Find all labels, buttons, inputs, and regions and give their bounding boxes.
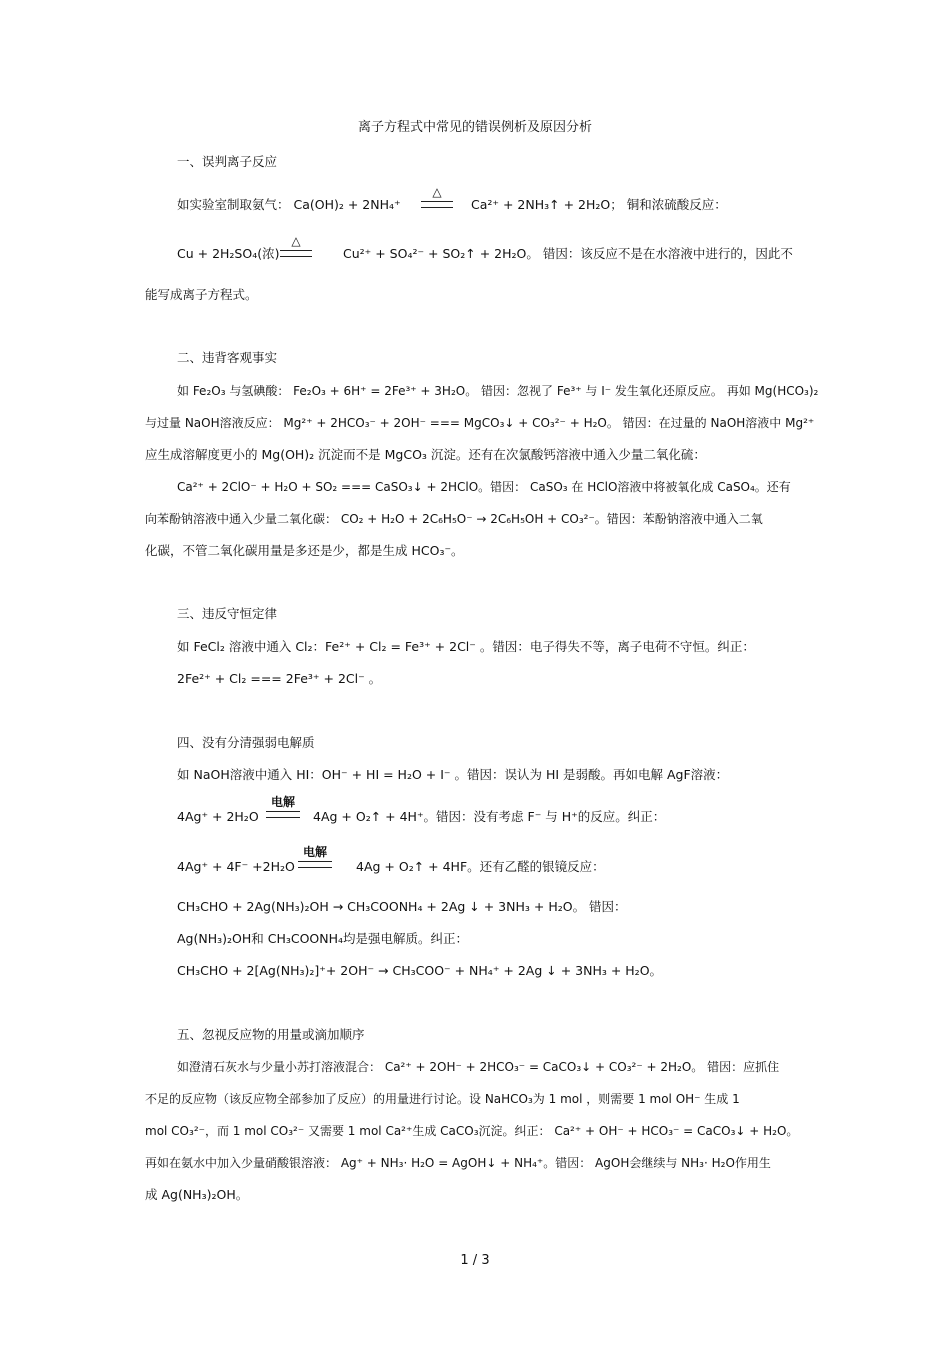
double-line-icon bbox=[421, 201, 453, 208]
section-4-line-4: 4Ag⁺ + 4F⁻ +2H₂O bbox=[177, 859, 295, 874]
section-4-line-8: CH₃CHO + 2[Ag(NH₃)₂]⁺+ 2OH⁻ → CH₃COO⁻ + NH₄⁺ + 2Ag ↓ + 3NH₃ + H₂O。 bbox=[177, 963, 663, 978]
double-line-icon bbox=[280, 250, 312, 257]
section-heading-5: 五、忽视反应物的用量或滴加顺序 bbox=[177, 1027, 365, 1042]
section-5-line-5: 成 Ag(NH₃)₂OH。 bbox=[145, 1187, 249, 1202]
section-5-line-4: 再如在氨水中加入少量硝酸银溶液： Ag⁺ + NH₃· H₂O = AgOH↓ + NH₄⁺。错因： AgOH会继续与 NH₃· H₂O作用生 bbox=[145, 1156, 771, 1170]
section-2-line-6: 化碳，不管二氧化碳用量是多还是少，都是生成 HCO₃⁻。 bbox=[145, 543, 464, 558]
heat-condition-arrow bbox=[417, 185, 457, 208]
section-2-line-3: 应生成溶解度更小的 Mg(OH)₂ 沉淀而不是 MgCO₃ 沉淀。还有在次氯酸钙溶液中通入少量二氧化硫： bbox=[145, 447, 706, 462]
section-3-line-2: 2Fe²⁺ + Cl₂ === 2Fe³⁺ + 2Cl⁻ 。 bbox=[177, 671, 382, 686]
section-4-line-7: Ag(NH₃)₂OH和 CH₃COONH₄均是强电解质。纠正： bbox=[177, 931, 469, 946]
section-1-line-2: Ca²⁺ + 2NH₃↑ + 2H₂O； 铜和浓硫酸反应： bbox=[471, 197, 727, 212]
section-heading-3: 三、违反守恒定律 bbox=[177, 606, 278, 621]
heat-symbol: △ bbox=[291, 234, 301, 248]
section-4-line-6: CH₃CHO + 2Ag(NH₃)₂OH → CH₃COONH₄ + 2Ag ↓ + 3NH₃ + H₂O。 错因： bbox=[177, 899, 627, 914]
electrolysis-condition-arrow bbox=[294, 845, 336, 868]
electrolysis-label: 电解 bbox=[302, 845, 327, 859]
section-5-line-2: 不足的反应物（该反应物全部参加了反应）的用量进行讨论。设 NaHCO₃为 1 mol ，则需要 1 mol OH⁻ 生成 1 bbox=[145, 1092, 740, 1106]
heat-condition-arrow bbox=[276, 234, 316, 257]
section-4-line-5: 4Ag + O₂↑ + 4HF。还有乙醛的银镜反应： bbox=[356, 859, 605, 874]
double-line-icon bbox=[298, 861, 332, 868]
section-2-line-1: 如 Fe₂O₃ 与氢碘酸： Fe₂O₃ + 6H⁺ = 2Fe³⁺ + 3H₂O。 错因：忽视了 Fe³⁺ 与 I⁻ 发生氧化还原反应。 再如 Mg(HCO₃)₂ bbox=[177, 384, 819, 398]
section-5-line-1: 如澄清石灰水与少量小苏打溶液混合： Ca²⁺ + 2OH⁻ + 2HCO₃⁻ = CaCO₃↓ + CO₃²⁻ + 2H₂O。 错因：应抓住 bbox=[177, 1060, 780, 1074]
double-line-icon bbox=[266, 811, 300, 818]
electrolysis-condition-arrow bbox=[262, 795, 304, 818]
section-heading-1: 一、误判离子反应 bbox=[177, 154, 278, 169]
section-4-line-2: 4Ag⁺ + 2H₂O bbox=[177, 809, 259, 824]
electrolysis-label: 电解 bbox=[270, 795, 295, 809]
section-4-line-1: 如 NaOH溶液中通入 HI：OH⁻ + HI = H₂O + I⁻ 。错因：误认为 HI 是弱酸。再如电解 AgF溶液： bbox=[177, 767, 729, 782]
section-5-line-3: mol CO₃²⁻，而 1 mol CO₃²⁻ 又需要 1 mol Ca²⁺生成 CaCO₃沉淀。纠正： Ca²⁺ + OH⁻ + HCO₃⁻ = CaCO₃↓ + H₂O。 bbox=[145, 1124, 799, 1138]
page-number: 1 / 3 bbox=[460, 1253, 490, 1268]
section-2-line-4: Ca²⁺ + 2ClO⁻ + H₂O + SO₂ === CaSO₃↓ + 2HClO。错因： CaSO₃ 在 HClO溶液中将被氧化成 CaSO₄。还有 bbox=[177, 480, 791, 494]
section-2-line-2: 与过量 NaOH溶液反应： Mg²⁺ + 2HCO₃⁻ + 2OH⁻ === MgCO₃↓ + CO₃²⁻ + H₂O。 错因：在过量的 NaOH溶液中 Mg²⁺ bbox=[145, 416, 815, 430]
heat-symbol: △ bbox=[432, 185, 442, 199]
section-4-line-3: 4Ag + O₂↑ + 4H⁺。错因：没有考虑 F⁻ 与 H⁺的反应。纠正： bbox=[313, 809, 666, 824]
section-heading-2: 二、违背客观事实 bbox=[177, 350, 278, 365]
section-heading-4: 四、没有分清强弱电解质 bbox=[177, 735, 315, 750]
section-1-line-3: Cu + 2H₂SO₄(浓) bbox=[177, 246, 280, 261]
section-1-line-5: 能写成离子方程式。 bbox=[145, 287, 258, 302]
section-1-line-1: 如实验室制取氨气： Ca(OH)₂ + 2NH₄⁺ bbox=[177, 197, 401, 212]
document-title: 离子方程式中常见的错误例析及原因分析 bbox=[357, 120, 592, 135]
section-1-line-4: Cu²⁺ + SO₄²⁻ + SO₂↑ + 2H₂O。 错因：该反应不是在水溶液中进行的，因此不 bbox=[343, 246, 793, 261]
section-3-line-1: 如 FeCl₂ 溶液中通入 Cl₂：Fe²⁺ + Cl₂ = Fe³⁺ + 2Cl⁻ 。错因：电子得失不等，离子电荷不守恒。纠正： bbox=[177, 639, 755, 654]
section-2-line-5: 向苯酚钠溶液中通入少量二氧化碳： CO₂ + H₂O + 2C₆H₅O⁻ → 2C₆H₅OH + CO₃²⁻。错因：苯酚钠溶液中通入二氧 bbox=[145, 512, 763, 526]
